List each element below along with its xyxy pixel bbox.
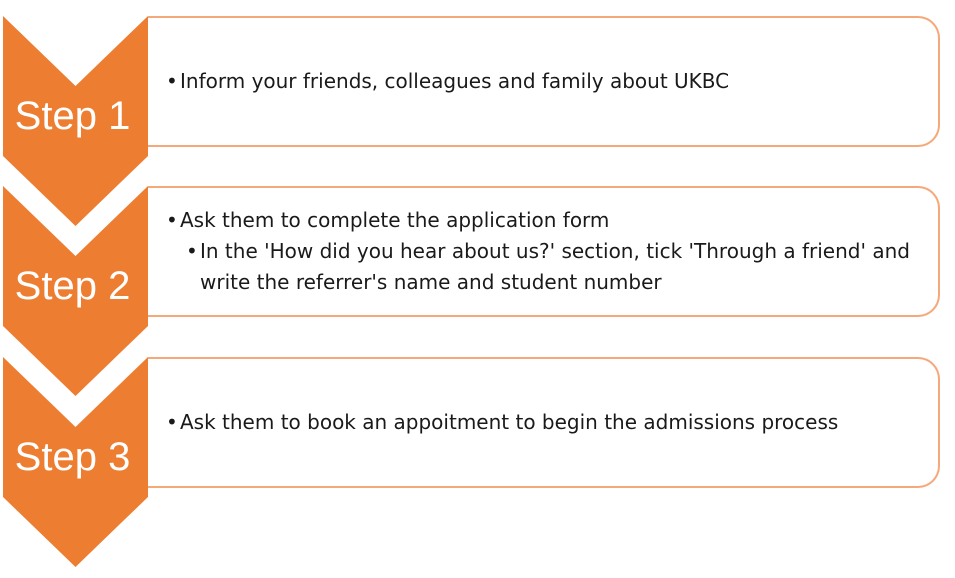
step-3-bullet-1: • Ask them to book an appoitment to begin the admissions process	[162, 407, 930, 438]
step-2-label: Step 2	[14, 264, 131, 308]
step-2-content-box	[148, 186, 940, 317]
step-3-label: Step 3	[14, 435, 131, 479]
step-1-content-box	[148, 16, 940, 147]
step-2-bullet-1: • Ask them to complete the application form	[162, 205, 930, 236]
step-1-label: Step 1	[14, 94, 131, 138]
step-1-bullet-1: • Inform your friends, colleagues and family about UKBC	[162, 66, 930, 97]
step-2-sub-bullet-1: • In the 'How did you hear about us?' section, tick 'Through a friend' and write the referrer's name and student number	[182, 236, 930, 298]
step-3-content-box	[148, 357, 940, 488]
